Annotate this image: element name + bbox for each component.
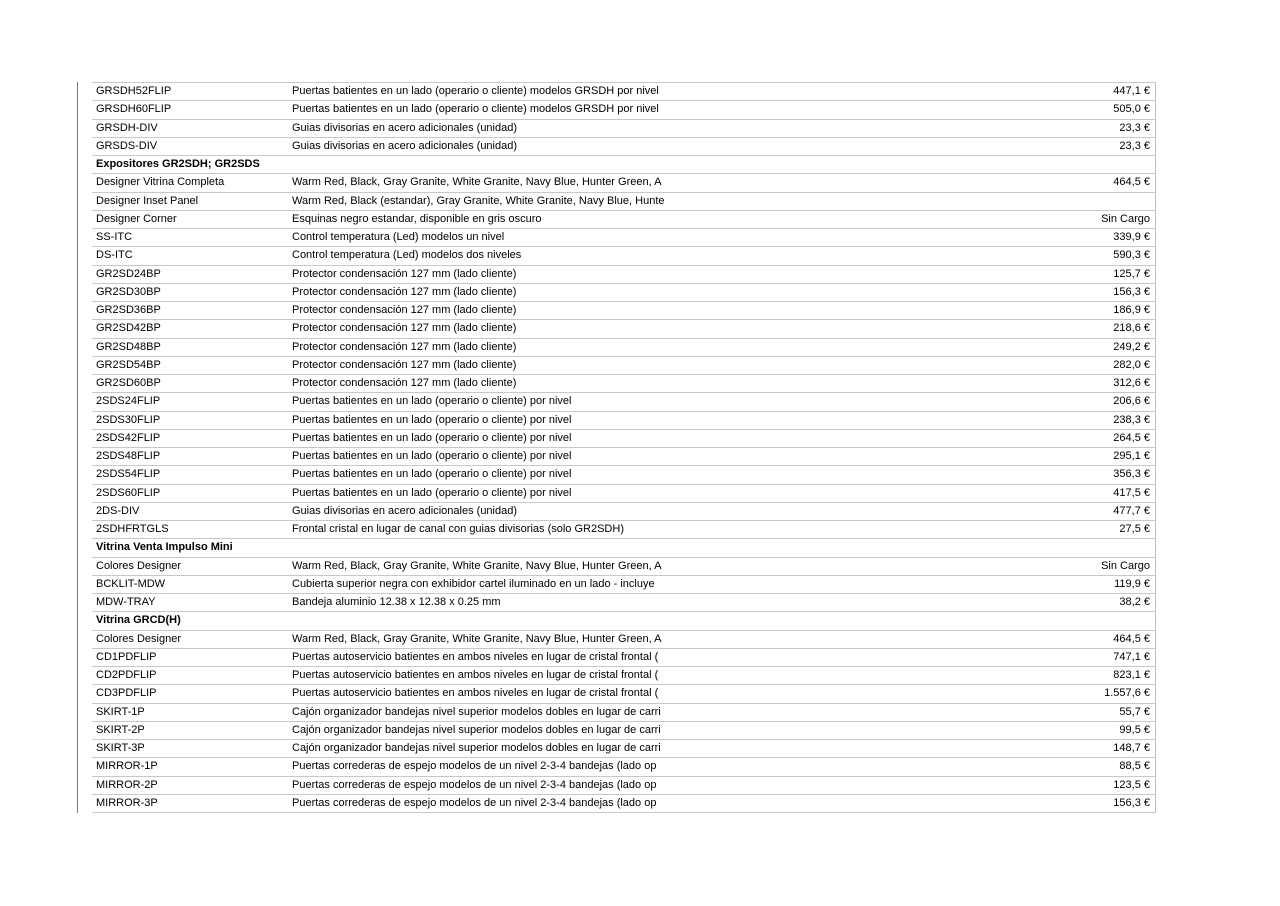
description-cell: Guias divisorias en acero adicionales (unidad) [288,119,1084,137]
price-cell: 148,7 € [1084,740,1155,758]
description-cell: Puertas batientes en un lado (operario o cliente) modelos GRSDH por nivel [288,101,1084,119]
table-row [92,192,1155,210]
price-cell: 206,6 € [1084,393,1155,411]
price-cell: 339,9 € [1084,229,1155,247]
price-cell: 417,5 € [1084,484,1155,502]
description-cell: Protector condensación 127 mm (lado cliente) [288,356,1084,374]
product-code-cell: GR2SD36BP [92,302,288,320]
description-cell: Protector condensación 127 mm (lado cliente) [288,320,1084,338]
table-row [92,83,1155,101]
product-code-cell: Colores Designer [92,630,288,648]
table-row [92,375,1155,393]
product-code-cell: SKIRT-1P [92,703,288,721]
section-header-row [92,539,1155,557]
product-code-cell: 2SDS48FLIP [92,448,288,466]
product-code-cell: DS-ITC [92,247,288,265]
price-cell: 312,6 € [1084,375,1155,393]
product-code-cell: GR2SD60BP [92,375,288,393]
product-code-cell: 2SDS42FLIP [92,429,288,447]
product-code-cell: Designer Vitrina Completa [92,174,288,192]
description-cell: Protector condensación 127 mm (lado cliente) [288,265,1084,283]
description-cell: Puertas batientes en un lado (operario o cliente) por nivel [288,393,1084,411]
price-cell: 747,1 € [1084,648,1155,666]
product-code-cell: CD1PDFLIP [92,648,288,666]
table-row [92,594,1155,612]
price-cell: 447,1 € [1084,83,1155,101]
product-code-cell: GRSDH60FLIP [92,101,288,119]
price-cell: 218,6 € [1084,320,1155,338]
description-cell: Cajón organizador bandejas nivel superior modelos dobles en lugar de carri [288,703,1084,721]
description-cell: Puertas autoservicio batientes en ambos niveles en lugar de cristal frontal ( [288,667,1084,685]
description-cell: Cajón organizador bandejas nivel superior modelos dobles en lugar de carri [288,721,1084,739]
description-cell: Puertas batientes en un lado (operario o cliente) por nivel [288,411,1084,429]
table-row [92,776,1155,794]
price-cell: 238,3 € [1084,411,1155,429]
table-row [92,338,1155,356]
table-row [92,247,1155,265]
price-cell: 123,5 € [1084,776,1155,794]
table-row [92,210,1155,228]
price-cell: 477,7 € [1084,502,1155,520]
price-cell: 590,3 € [1084,247,1155,265]
product-code-cell: 2DS-DIV [92,502,288,520]
product-code-cell: GRSDH-DIV [92,119,288,137]
product-code-cell: CD3PDFLIP [92,685,288,703]
description-cell: Puertas autoservicio batientes en ambos niveles en lugar de cristal frontal ( [288,648,1084,666]
price-cell: 295,1 € [1084,448,1155,466]
description-cell: Warm Red, Black, Gray Granite, White Granite, Navy Blue, Hunter Green, A [288,557,1084,575]
description-cell: Puertas autoservicio batientes en ambos niveles en lugar de cristal frontal ( [288,685,1084,703]
table-row [92,119,1155,137]
description-cell: Protector condensación 127 mm (lado cliente) [288,283,1084,301]
description-cell: Control temperatura (Led) modelos dos niveles [288,247,1084,265]
description-cell: Puertas batientes en un lado (operario o cliente) por nivel [288,448,1084,466]
table-row [92,283,1155,301]
table-row [92,685,1155,703]
product-code-cell: GR2SD24BP [92,265,288,283]
left-margin-rule [77,82,78,813]
table-row [92,174,1155,192]
table-row [92,667,1155,685]
price-cell: 249,2 € [1084,338,1155,356]
product-code-cell: GRSDS-DIV [92,137,288,155]
description-cell: Warm Red, Black (estandar), Gray Granite, White Granite, Navy Blue, Hunte [288,192,1084,210]
table-row [92,393,1155,411]
section-title: Expositores GR2SDH; GR2SDS [92,156,1155,174]
description-cell: Puertas batientes en un lado (operario o cliente) modelos GRSDH por nivel [288,83,1084,101]
price-cell: 55,7 € [1084,703,1155,721]
price-list-table [92,82,1155,813]
table-row [92,229,1155,247]
table-row [92,302,1155,320]
table-row [92,429,1155,447]
description-cell: Cajón organizador bandejas nivel superior modelos dobles en lugar de carri [288,740,1084,758]
description-cell: Control temperatura (Led) modelos un nivel [288,229,1084,247]
table-row [92,740,1155,758]
price-cell: 119,9 € [1084,575,1155,593]
product-code-cell: 2SDS30FLIP [92,411,288,429]
section-title: Vitrina Venta Impulso Mini [92,539,1155,557]
table-row [92,557,1155,575]
price-cell: 88,5 € [1084,758,1155,776]
product-code-cell: BCKLIT-MDW [92,575,288,593]
price-cell: 125,7 € [1084,265,1155,283]
table-row [92,575,1155,593]
description-cell: Protector condensación 127 mm (lado cliente) [288,302,1084,320]
description-cell: Warm Red, Black, Gray Granite, White Granite, Navy Blue, Hunter Green, A [288,174,1084,192]
description-cell: Bandeja aluminio 12.38 x 12.38 x 0.25 mm [288,594,1084,612]
price-cell: 282,0 € [1084,356,1155,374]
product-code-cell: 2SDHFRTGLS [92,521,288,539]
table-row [92,758,1155,776]
product-code-cell: 2SDS60FLIP [92,484,288,502]
description-cell: Puertas batientes en un lado (operario o cliente) por nivel [288,484,1084,502]
description-cell: Protector condensación 127 mm (lado cliente) [288,375,1084,393]
product-code-cell: Designer Corner [92,210,288,228]
price-cell: 264,5 € [1084,429,1155,447]
price-cell: 38,2 € [1084,594,1155,612]
product-code-cell: MIRROR-1P [92,758,288,776]
price-cell: 356,3 € [1084,466,1155,484]
description-cell: Puertas correderas de espejo modelos de un nivel 2-3-4 bandejas (lado op [288,758,1084,776]
price-cell: 27,5 € [1084,521,1155,539]
description-cell: Protector condensación 127 mm (lado cliente) [288,338,1084,356]
product-code-cell: Colores Designer [92,557,288,575]
price-cell: 505,0 € [1084,101,1155,119]
price-cell: 156,3 € [1084,283,1155,301]
product-code-cell: GR2SD30BP [92,283,288,301]
price-cell: 23,3 € [1084,119,1155,137]
price-list-body [92,83,1155,813]
table-row [92,648,1155,666]
product-code-cell: SKIRT-2P [92,721,288,739]
description-cell: Cubierta superior negra con exhibidor cartel iluminado en un lado - incluye [288,575,1084,593]
description-cell: Puertas correderas de espejo modelos de un nivel 2-3-4 bandejas (lado op [288,776,1084,794]
table-row [92,448,1155,466]
product-code-cell: 2SDS54FLIP [92,466,288,484]
table-row [92,356,1155,374]
section-title: Vitrina GRCD(H) [92,612,1155,630]
table-row [92,721,1155,739]
table-row [92,101,1155,119]
price-cell: 99,5 € [1084,721,1155,739]
price-cell: Sin Cargo [1084,210,1155,228]
product-code-cell: GR2SD48BP [92,338,288,356]
table-row [92,630,1155,648]
description-cell: Puertas batientes en un lado (operario o cliente) por nivel [288,466,1084,484]
product-code-cell: MIRROR-3P [92,794,288,812]
product-code-cell: 2SDS24FLIP [92,393,288,411]
product-code-cell: GRSDH52FLIP [92,83,288,101]
price-cell: 23,3 € [1084,137,1155,155]
description-cell: Puertas correderas de espejo modelos de un nivel 2-3-4 bandejas (lado op [288,794,1084,812]
table-row [92,137,1155,155]
price-cell: 823,1 € [1084,667,1155,685]
price-cell [1084,192,1155,210]
price-cell: 464,5 € [1084,174,1155,192]
table-row [92,521,1155,539]
table-row [92,265,1155,283]
product-code-cell: SS-ITC [92,229,288,247]
description-cell: Frontal cristal en lugar de canal con guias divisorias (solo GR2SDH) [288,521,1084,539]
price-cell: Sin Cargo [1084,557,1155,575]
product-code-cell: Designer Inset Panel [92,192,288,210]
table-row [92,320,1155,338]
description-cell: Guias divisorias en acero adicionales (unidad) [288,502,1084,520]
price-cell: 186,9 € [1084,302,1155,320]
table-row [92,703,1155,721]
product-code-cell: MDW-TRAY [92,594,288,612]
product-code-cell: SKIRT-3P [92,740,288,758]
description-cell: Guias divisorias en acero adicionales (unidad) [288,137,1084,155]
description-cell: Esquinas negro estandar, disponible en gris oscuro [288,210,1084,228]
section-header-row [92,612,1155,630]
description-cell: Puertas batientes en un lado (operario o cliente) por nivel [288,429,1084,447]
price-cell: 156,3 € [1084,794,1155,812]
product-code-cell: GR2SD54BP [92,356,288,374]
price-cell: 1.557,6 € [1084,685,1155,703]
table-row [92,484,1155,502]
product-code-cell: GR2SD42BP [92,320,288,338]
product-code-cell: CD2PDFLIP [92,667,288,685]
product-code-cell: MIRROR-2P [92,776,288,794]
section-header-row [92,156,1155,174]
description-cell: Warm Red, Black, Gray Granite, White Granite, Navy Blue, Hunter Green, A [288,630,1084,648]
table-row [92,794,1155,812]
table-row [92,466,1155,484]
price-cell: 464,5 € [1084,630,1155,648]
right-border-rule [1155,82,1156,813]
table-row [92,411,1155,429]
table-row [92,502,1155,520]
